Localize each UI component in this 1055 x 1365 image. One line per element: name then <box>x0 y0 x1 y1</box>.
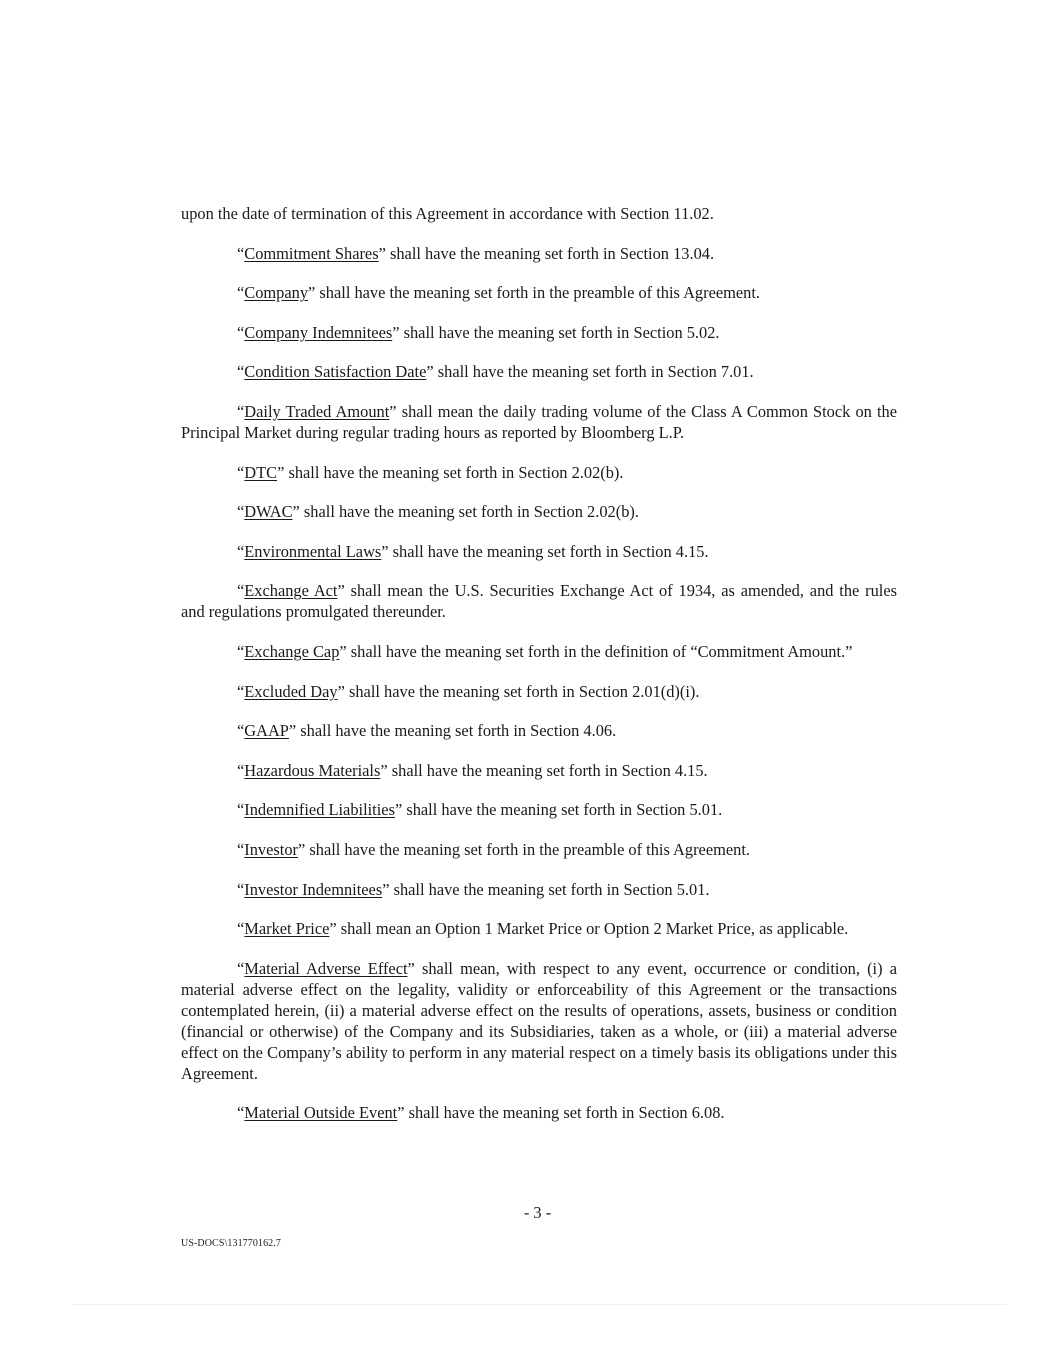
defined-term: Exchange Act <box>244 581 338 601</box>
defined-term: Company <box>244 283 309 303</box>
definition-text: shall mean, with respect to any event, occurrence or condition, (i) a material adverse effect on the legality, validity or enforceability of this Agreement or the transactions contemplated herein, (ii) a material adverse effect on the results of operations, assets, business or condition (financial or otherwise) of the Company and its Subsidiaries, taken as a whole, or (iii) a material adverse effect on the Company’s ability to perform in any material respect on a timely basis its obligations under this Agreement. <box>181 958 897 1083</box>
defined-term: Daily Traded Amount <box>244 401 390 421</box>
defined-term: Excluded Day <box>244 681 338 701</box>
definition-paragraph: “Condition Satisfaction Date” shall have the meaning set forth in Section 7.01. <box>237 362 754 382</box>
definition-paragraph: “DWAC” shall have the meaning set forth in Section 2.02(b). <box>237 502 639 522</box>
definition-text: shall have the meaning set forth in Section 2.02(b). <box>299 502 639 522</box>
defined-term: DWAC <box>244 502 293 522</box>
definition-paragraph: “DTC” shall have the meaning set forth in Section 2.02(b). <box>237 462 624 482</box>
defined-term: Market Price <box>244 919 330 939</box>
definition-text: shall mean an Option 1 Market Price or Option 2 Market Price, as applicable. <box>336 919 849 939</box>
document-body <box>181 203 897 1142</box>
definition-paragraph: “Hazardous Materials” shall have the meaning set forth in Section 4.15. <box>237 760 708 780</box>
defined-term: DTC <box>244 462 278 482</box>
definition-paragraph: “Exchange Act” shall mean the U.S. Securities Exchange Act of 1934, as amended, and the rules and regulations promulgated thereunder. <box>181 581 898 622</box>
definition-text: shall mean the U.S. Securities Exchange Act of 1934, as amended, and the rules and regulations promulgated thereunder. <box>181 581 898 622</box>
definition-paragraph: “Exchange Cap” shall have the meaning set forth in the definition of “Commitment Amount.” <box>237 641 853 661</box>
defined-term: Investor <box>244 839 298 859</box>
definition-text: shall have the meaning set forth in Section 7.01. <box>433 362 754 382</box>
definition-text: shall have the meaning set forth in Section 4.15. <box>388 541 709 561</box>
definition-paragraph: “Company Indemnitees” shall have the meaning set forth in Section 5.02. <box>237 322 720 342</box>
defined-term: GAAP <box>244 721 289 741</box>
document-id: US-DOCS\131770162.7 <box>181 1238 281 1249</box>
defined-term: Commitment Shares <box>244 243 379 263</box>
definition-paragraph: “Environmental Laws” shall have the meaning set forth in Section 4.15. <box>237 541 709 561</box>
defined-term: Investor Indemnitees <box>244 879 383 899</box>
definition-paragraph: “Investor Indemnitees” shall have the meaning set forth in Section 5.01. <box>237 879 710 899</box>
defined-term: Material Outside Event <box>244 1103 398 1123</box>
defined-term: Hazardous Materials <box>244 760 381 780</box>
definition-paragraph: “Investor” shall have the meaning set forth in the preamble of this Agreement. <box>237 839 750 859</box>
definition-text: shall have the meaning set forth in Section 6.08. <box>404 1103 725 1123</box>
defined-term: Exchange Cap <box>244 641 340 661</box>
defined-term: Material Adverse Effect <box>244 958 408 978</box>
definition-paragraph: “Market Price” shall mean an Option 1 Market Price or Option 2 Market Price, as applicable. <box>237 919 849 939</box>
definition-paragraph: “Material Outside Event” shall have the meaning set forth in Section 6.08. <box>237 1103 725 1123</box>
page-number: - 3 - <box>523 1203 552 1222</box>
definition-text: shall have the meaning set forth in the definition of “Commitment Amount.” <box>346 641 853 661</box>
definition-text: shall have the meaning set forth in Section 2.02(b). <box>284 462 624 482</box>
definition-paragraph: “Excluded Day” shall have the meaning set forth in Section 2.01(d)(i). <box>237 681 700 701</box>
definitions-list <box>181 243 897 1124</box>
definition-text: shall have the meaning set forth in Section 5.01. <box>389 879 710 899</box>
definition-text: shall have the meaning set forth in the preamble of this Agreement. <box>305 839 750 859</box>
definition-text: shall have the meaning set forth in Section 4.06. <box>296 721 617 741</box>
intro-paragraph: upon the date of termination of this Agreement in accordance with Section 11.02. <box>181 204 714 223</box>
definition-text: shall have the meaning set forth in Section 13.04. <box>385 243 715 263</box>
definition-text: shall have the meaning set forth in the preamble of this Agreement. <box>315 283 761 303</box>
definition-paragraph: “Commitment Shares” shall have the meaning set forth in Section 13.04. <box>237 243 715 263</box>
definition-paragraph: “Material Adverse Effect” shall mean, with respect to any event, occurrence or condition, (i) a material adverse effect on the legality, validity or enforceability of this Agreement or the transactions contemplated herein, (ii) a material adverse effect on the results of operations, assets, business or condition (financial or otherwise) of the Company and its Subsidiaries, taken as a whole, or (iii) a material adverse effect on the Company’s ability to perform in any material respect on a timely basis its obligations under this Agreement. <box>181 958 897 1083</box>
defined-term: Indemnified Liabilities <box>244 800 395 820</box>
definition-paragraph: “Daily Traded Amount” shall mean the daily trading volume of the Class A Common Stock on the Principal Market during regular trading hours as reported by Bloomberg L.P. <box>181 401 897 442</box>
definition-paragraph: “GAAP” shall have the meaning set forth in Section 4.06. <box>237 721 617 741</box>
definition-paragraph: “Indemnified Liabilities” shall have the meaning set forth in Section 5.01. <box>237 800 723 820</box>
defined-term: Condition Satisfaction Date <box>244 362 427 382</box>
page-bottom-divider <box>72 1304 1007 1305</box>
defined-term: Company Indemnitees <box>244 322 393 342</box>
definition-text: shall have the meaning set forth in Section 2.01(d)(i). <box>344 681 700 701</box>
definition-text: shall mean the daily trading volume of the Class A Common Stock on the Principal Market during regular trading hours as reported by Bloomberg L.P. <box>181 401 897 442</box>
defined-term: Environmental Laws <box>244 541 382 561</box>
definition-paragraph: “Company” shall have the meaning set forth in the preamble of this Agreement. <box>237 283 761 303</box>
definition-text: shall have the meaning set forth in Section 5.02. <box>399 322 720 342</box>
definition-text: shall have the meaning set forth in Section 5.01. <box>402 800 723 820</box>
definition-text: shall have the meaning set forth in Section 4.15. <box>387 760 708 780</box>
